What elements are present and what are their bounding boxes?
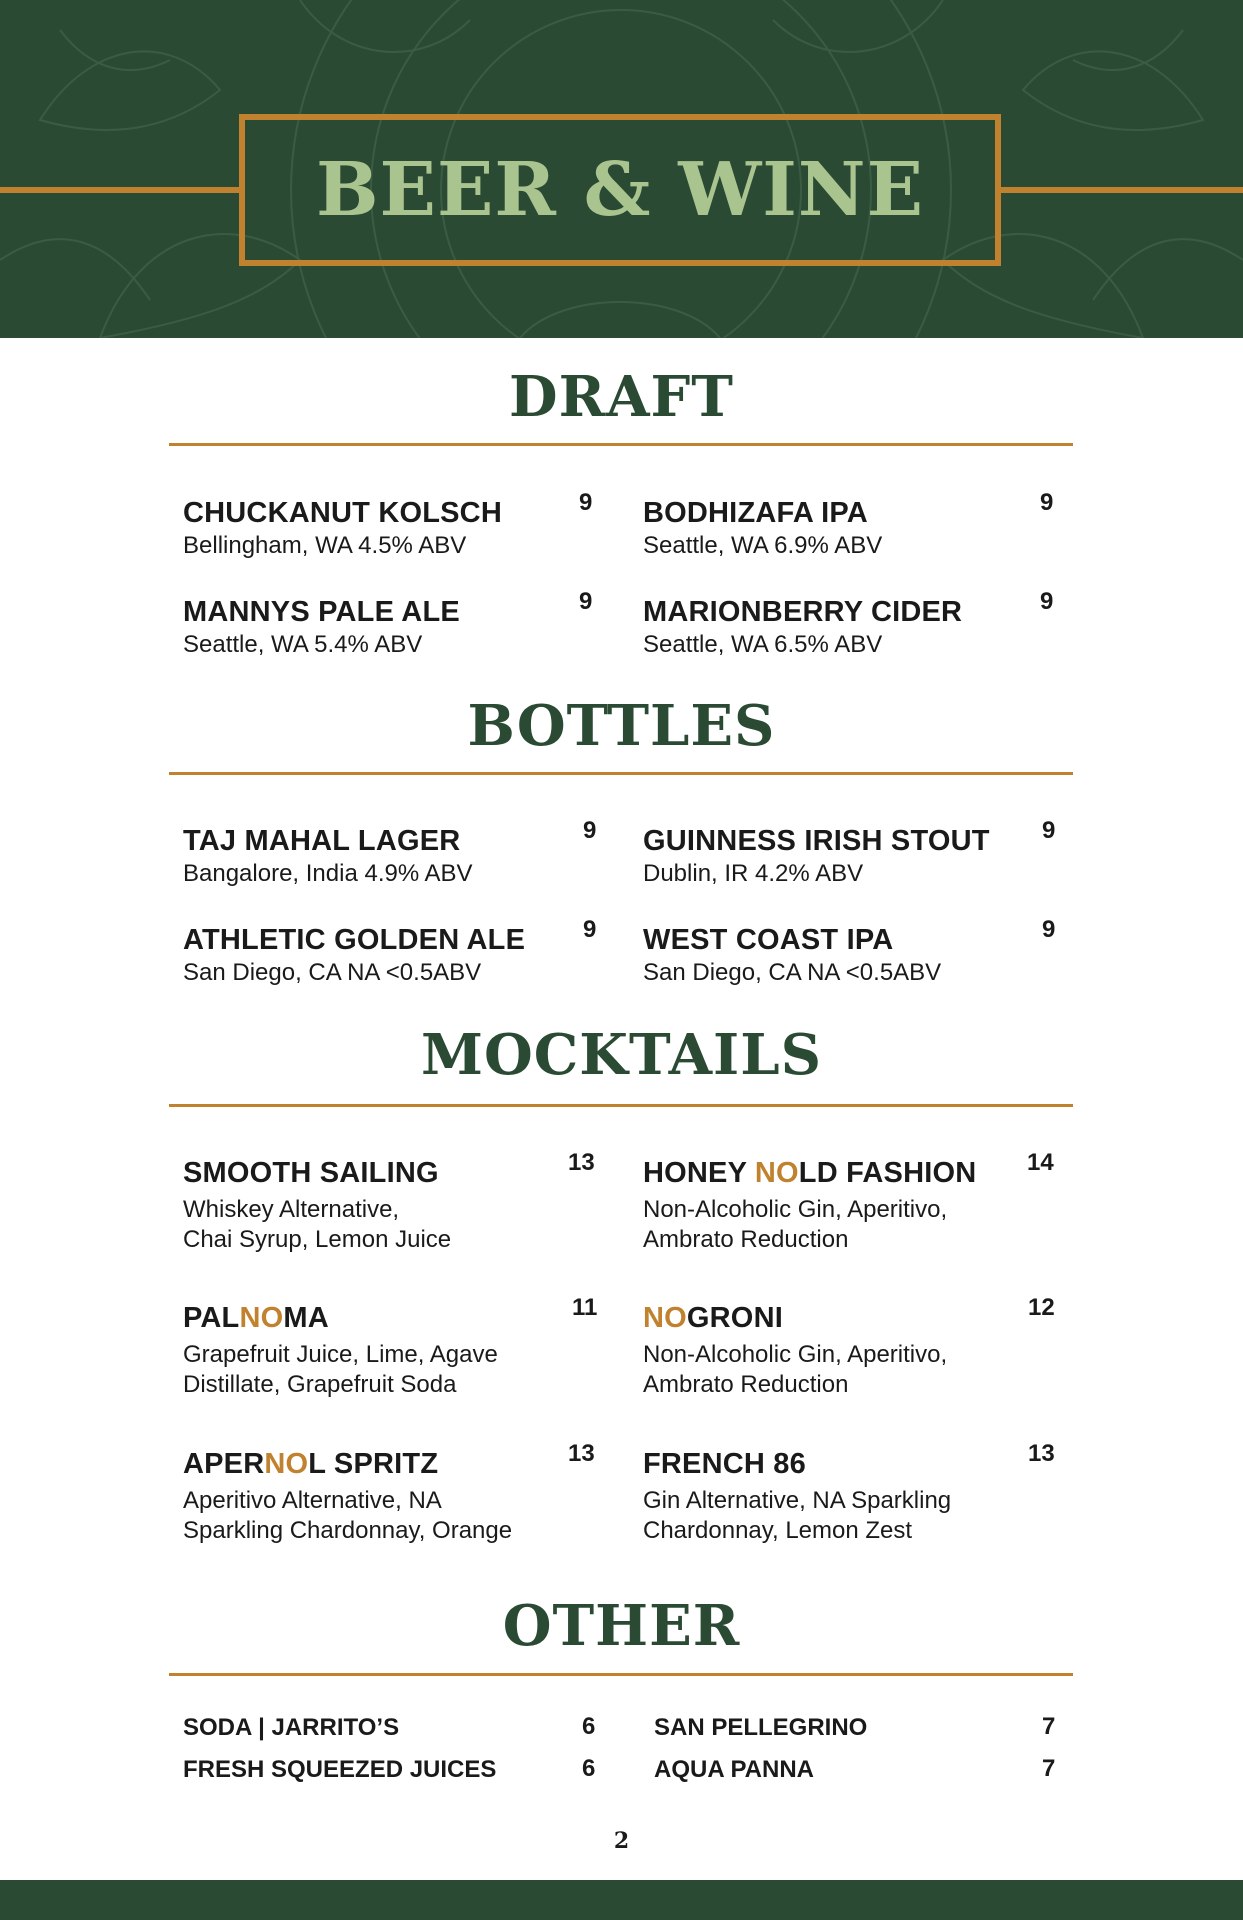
- section-title-other: OTHER: [502, 1593, 741, 1659]
- menu-item: [643, 916, 1063, 988]
- item-price: 9: [579, 588, 593, 615]
- item-desc: Bangalore, India 4.9% ABV: [183, 860, 473, 887]
- other-item: [654, 1713, 867, 1743]
- item-price: 6: [582, 1755, 596, 1782]
- menu-item: [183, 1440, 603, 1546]
- page-title: BEER & WINE: [316, 147, 924, 233]
- item-name: ATHLETIC GOLDEN ALE: [183, 924, 526, 956]
- section-title-draft: DRAFT: [509, 364, 734, 430]
- page-number: 2: [613, 1828, 630, 1854]
- item-desc: Grapefruit Juice, Lime, Agave Distillate, Grapefruit Soda: [183, 1341, 498, 1398]
- header-banner: [0, 0, 1243, 338]
- item-desc: Aperitivo Alternative, NA Sparkling Chardonnay, Orange: [183, 1487, 513, 1544]
- menu-item: [183, 1149, 603, 1255]
- item-price: 14: [1027, 1149, 1054, 1176]
- header-line-right: [1001, 187, 1243, 193]
- footer-bar: [0, 1880, 1243, 1920]
- item-name: GUINNESS IRISH STOUT: [643, 825, 990, 857]
- item-name: TAJ MAHAL LAGER: [183, 825, 461, 857]
- item-desc: Gin Alternative, NA Sparkling Chardonnay, Lemon Zest: [643, 1487, 952, 1544]
- section-rule: [169, 772, 1073, 775]
- item-desc: Non-Alcoholic Gin, Aperitivo, Ambrato Reduction: [643, 1341, 948, 1398]
- other-item: [654, 1755, 814, 1785]
- menu-item: [643, 1149, 1063, 1255]
- item-price: 6: [582, 1713, 596, 1740]
- menu-item: [183, 489, 603, 561]
- item-name: FRESH SQUEEZED JUICES: [183, 1756, 497, 1783]
- item-desc: Bellingham, WA 4.5% ABV: [183, 532, 467, 559]
- item-name: CHUCKANUT KOLSCH: [183, 497, 502, 529]
- item-desc: Dublin, IR 4.2% ABV: [643, 860, 864, 887]
- item-name: MANNYS PALE ALE: [183, 596, 460, 628]
- section-rule: [169, 1673, 1073, 1676]
- item-price: 9: [1042, 916, 1056, 943]
- title-frame: [239, 114, 1001, 266]
- item-price: 9: [579, 489, 593, 516]
- item-name: SMOOTH SAILING: [183, 1157, 439, 1189]
- menu-item: [183, 916, 603, 988]
- item-name: AQUA PANNA: [654, 1756, 814, 1783]
- menu-item: [643, 817, 1063, 889]
- item-desc: Seattle, WA 6.5% ABV: [643, 631, 883, 658]
- item-price: 7: [1042, 1713, 1056, 1740]
- item-price: 12: [1028, 1294, 1055, 1321]
- item-name: NOGRONI: [643, 1302, 783, 1334]
- section-rule: [169, 443, 1073, 446]
- item-price: 11: [572, 1294, 598, 1321]
- section-rule: [169, 1104, 1073, 1107]
- item-name: MARIONBERRY CIDER: [643, 596, 963, 628]
- item-name: SAN PELLEGRINO: [654, 1714, 868, 1741]
- menu-item: [643, 489, 1063, 561]
- menu-item: [643, 1294, 1063, 1400]
- item-price: 7: [1042, 1755, 1056, 1782]
- other-item: [183, 1713, 399, 1743]
- item-desc: Whiskey Alternative, Chai Syrup, Lemon Juice: [183, 1196, 452, 1253]
- item-desc: Non-Alcoholic Gin, Aperitivo, Ambrato Reduction: [643, 1196, 948, 1253]
- item-price: 13: [1028, 1440, 1055, 1467]
- menu-item: [643, 588, 1063, 660]
- menu-item: [183, 588, 603, 660]
- item-desc: Seattle, WA 5.4% ABV: [183, 631, 423, 658]
- menu-item: [183, 1294, 603, 1400]
- header-line-left: [0, 187, 239, 193]
- item-price: 13: [568, 1440, 595, 1467]
- menu-item: [643, 1440, 1063, 1546]
- menu-item: [183, 817, 603, 889]
- item-price: 9: [583, 916, 597, 943]
- item-price: 9: [1042, 817, 1056, 844]
- item-name: BODHIZAFA IPA: [643, 497, 868, 529]
- item-price: 13: [568, 1149, 595, 1176]
- item-name: PALNOMA: [183, 1302, 329, 1334]
- item-name: FRENCH 86: [643, 1448, 806, 1480]
- section-title-mocktails: MOCKTAILS: [420, 1022, 823, 1088]
- item-name: SODA | JARRITO’S: [183, 1714, 400, 1741]
- item-name: WEST COAST IPA: [643, 924, 894, 956]
- section-title-bottles: BOTTLES: [467, 693, 776, 759]
- item-name: APERNOL SPRITZ: [183, 1448, 439, 1480]
- other-item: [183, 1755, 496, 1785]
- item-desc: Seattle, WA 6.9% ABV: [643, 532, 883, 559]
- item-name: HONEY NOLD FASHION: [643, 1157, 977, 1189]
- item-price: 9: [583, 817, 597, 844]
- item-price: 9: [1040, 489, 1054, 516]
- item-desc: San Diego, CA NA <0.5ABV: [183, 959, 482, 986]
- item-desc: San Diego, CA NA <0.5ABV: [643, 959, 942, 986]
- item-price: 9: [1040, 588, 1054, 615]
